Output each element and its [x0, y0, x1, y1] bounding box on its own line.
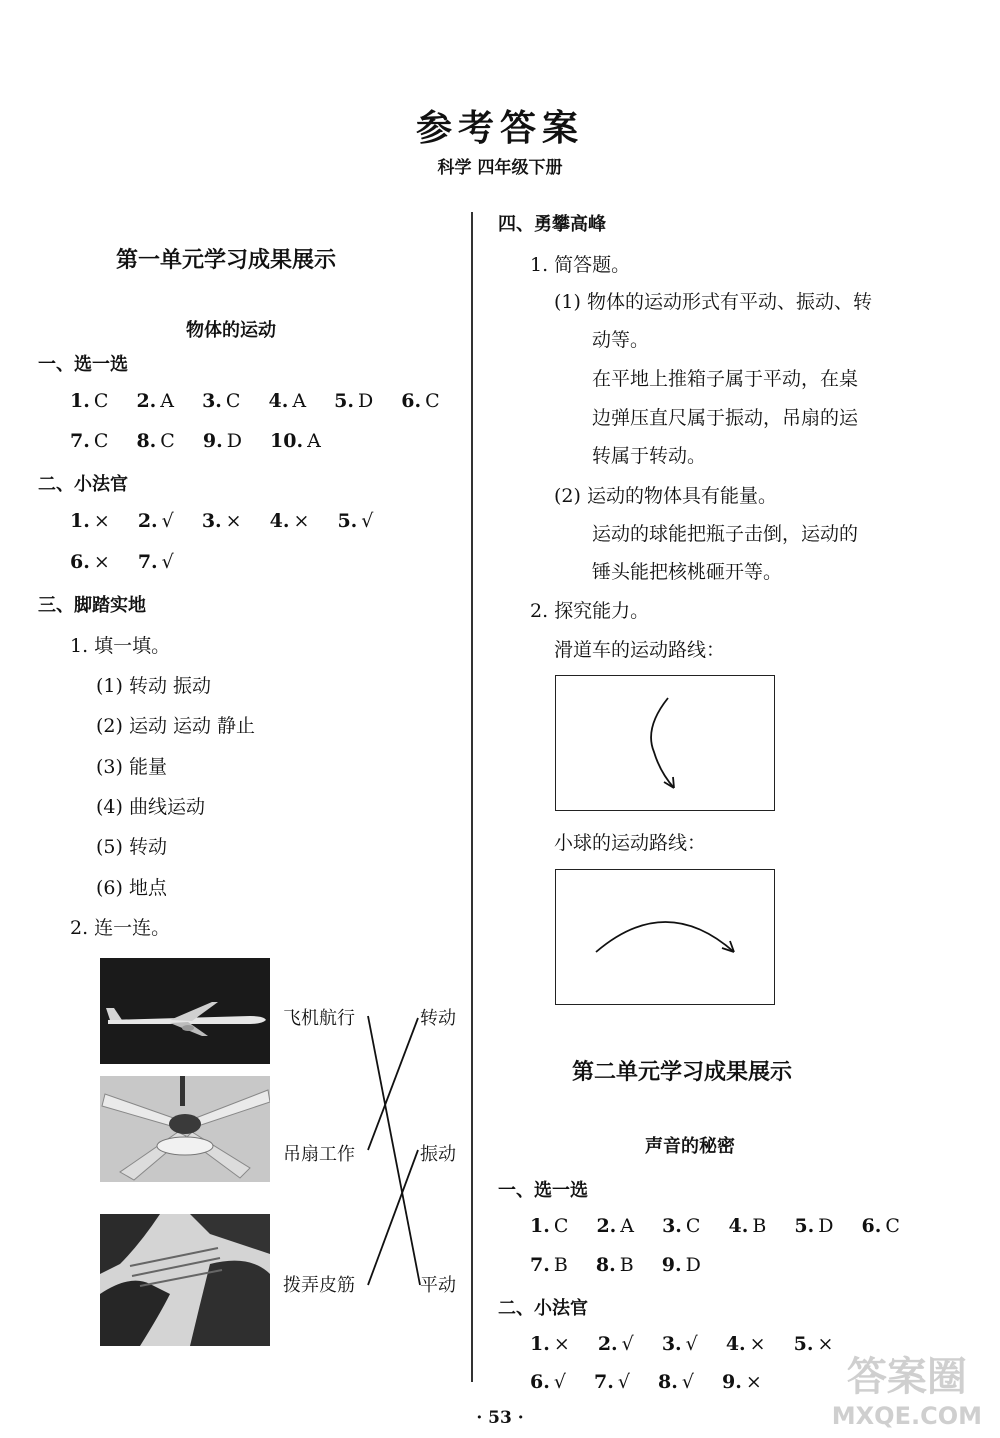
fill-answer-1: (1) 转动 振动 [96, 675, 211, 697]
arc-path-arrow-icon [556, 870, 774, 1004]
sec4-a1-line5: 转属于转动。 [592, 445, 707, 467]
sec4-a1-line3: 在平地上推箱子属于平动，在桌 [592, 368, 859, 390]
sec4-a1-line2: 动等。 [592, 329, 650, 351]
sec4-a1-line4: 边弹压直尺属于振动，吊扇的运 [592, 407, 859, 429]
unit2-sec1-row1: 1. C 2. A 3. C 4. B 5. D 6. C [530, 1215, 900, 1237]
unit2-title: 第二单元学习成果展示 [572, 1059, 793, 1085]
sec4-a2-line2: 运动的球能把瓶子击倒，运动的 [592, 523, 859, 545]
unit1-sec1-title: 一、选一选 [38, 354, 128, 375]
path1-label: 滑道车的运动路线： [554, 639, 726, 661]
slide-car-path-box [555, 675, 775, 811]
match-right-3: 平动 [420, 1275, 456, 1296]
unit1-lesson-title: 物体的运动 [186, 320, 276, 341]
page-title: 参考答案 [415, 107, 584, 149]
unit1-sec3-q1: 1. 填一填。 [70, 635, 171, 657]
matching-lines [360, 1010, 430, 1295]
match-line-fan-zhuandong [368, 1018, 418, 1150]
page-number: · 53 · [476, 1408, 524, 1428]
unit2-sec1-title: 一、选一选 [498, 1180, 588, 1201]
match-left-3: 拨弄皮筋 [283, 1275, 355, 1296]
unit1-sec2-row1: 1. × 2. √ 3. × 4. × 5. √ [70, 510, 374, 532]
fill-answer-3: (3) 能量 [96, 756, 167, 778]
unit1-sec1-row2: 7. C 8. C 9. D 10. A [70, 430, 321, 452]
unit1-title: 第一单元学习成果展示 [116, 247, 337, 273]
rubber-band-icon [100, 1214, 270, 1346]
airplane-photo [100, 958, 270, 1064]
unit2-sec1-row2: 7. B 8. B 9. D [530, 1254, 701, 1276]
curved-path-arrow-icon [556, 676, 774, 810]
page-subtitle: 科学 四年级下册 [437, 158, 563, 178]
match-line-band-zhendong [368, 1150, 418, 1285]
match-line-airplane-pingdong [368, 1016, 420, 1285]
unit2-sec2-title: 二、小法官 [498, 1298, 588, 1319]
match-right-2: 振动 [420, 1144, 456, 1165]
sec4-title: 四、勇攀高峰 [498, 214, 606, 235]
ceiling-fan-icon [100, 1076, 270, 1182]
unit1-sec3-q2: 2. 连一连。 [70, 917, 171, 939]
unit2-lesson-title: 声音的秘密 [645, 1136, 735, 1157]
airplane-icon [100, 958, 270, 1064]
unit1-sec2-row2: 6. × 7. √ [70, 551, 174, 573]
unit1-sec1-row1: 1. C 2. A 3. C 4. A 5. D 6. C [70, 390, 440, 412]
sec4-a2-line3: 锤头能把核桃砸开等。 [592, 561, 783, 583]
sec4-q1: 1. 简答题。 [530, 254, 631, 276]
ball-path-box [555, 869, 775, 1005]
fill-answer-4: (4) 曲线运动 [96, 796, 205, 818]
unit1-sec3-title: 三、脚踏实地 [38, 595, 146, 616]
ceiling-fan-photo [100, 1076, 270, 1182]
rubber-band-photo [100, 1214, 270, 1346]
column-divider [471, 212, 473, 1382]
fill-answer-5: (5) 转动 [96, 836, 167, 858]
sec4-q2: 2. 探究能力。 [530, 600, 650, 622]
match-left-2: 吊扇工作 [283, 1144, 355, 1165]
unit1-sec2-title: 二、小法官 [38, 474, 128, 495]
path2-label: 小球的运动路线： [554, 832, 707, 854]
fill-answer-6: (6) 地点 [96, 877, 167, 899]
watermark: 答案圈 MXQE.COM [831, 1354, 982, 1430]
sec4-a1-line1: (1) 物体的运动形式有平动、振动、转 [554, 291, 872, 313]
match-right-1: 转动 [420, 1008, 456, 1029]
sec4-a2-line1: (2) 运动的物体具有能量。 [554, 485, 777, 507]
match-left-1: 飞机航行 [283, 1008, 355, 1029]
fill-answer-2: (2) 运动 运动 静止 [96, 715, 256, 737]
unit2-sec2-row2: 6. √ 7. √ 8. √ 9. × [530, 1371, 762, 1393]
unit2-sec2-row1: 1. × 2. √ 3. √ 4. × 5. × [530, 1333, 834, 1355]
